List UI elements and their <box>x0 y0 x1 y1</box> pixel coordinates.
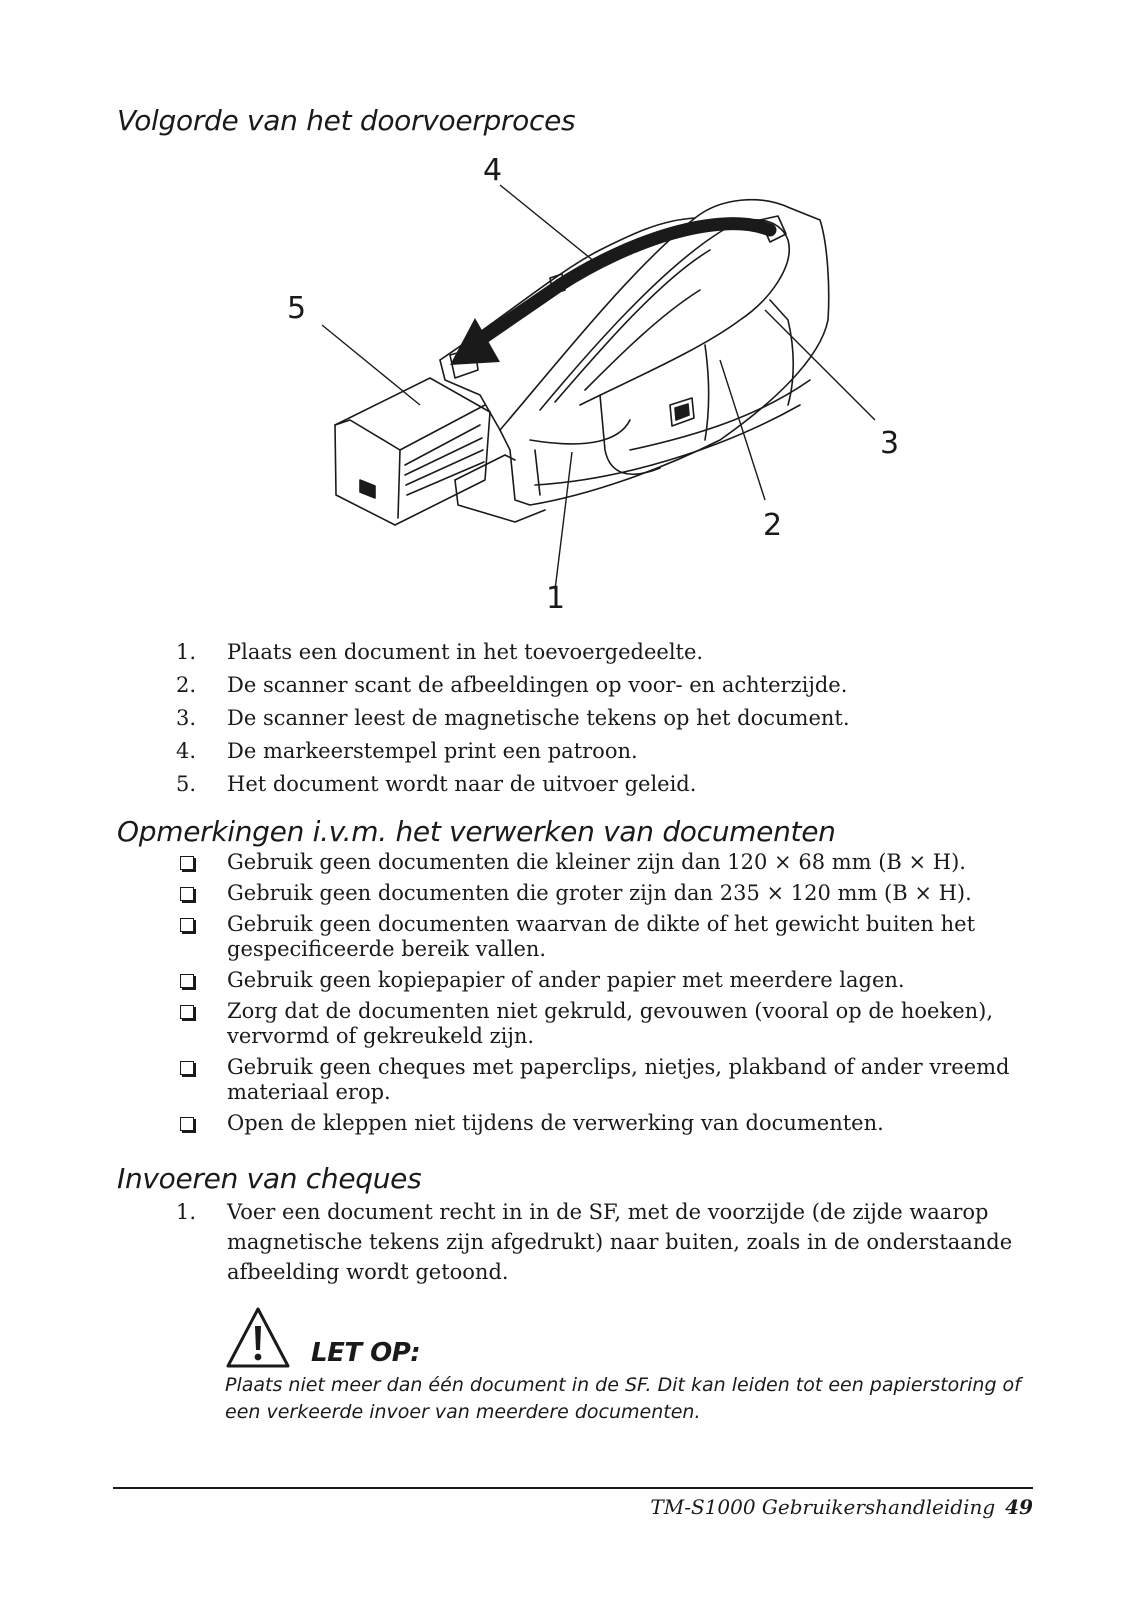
list-item: 5. Het document wordt naar de uitvoer geleid. <box>176 772 697 796</box>
checkbox-bullet-icon <box>180 918 194 932</box>
list-item: Gebruik geen documenten die kleiner zijn dan 120 × 68 mm (B × H). <box>176 850 1046 875</box>
list-item: 1. Voer een document recht in in de SF, met de voorzijde (de zijde waarop magnetische tekens zijn afgedrukt) naar buiten, zoals in de onderstaande afbeelding wordt getoond. <box>176 1200 1013 1284</box>
list-item: 4. De markeerstempel print een patroon. <box>176 739 638 763</box>
callout-5: 5 <box>287 291 307 326</box>
list-item: Open de kleppen niet tijdens de verwerking van documenten. <box>176 1111 1046 1136</box>
remarks-list <box>176 850 1046 1142</box>
cheque-steps-list <box>176 1197 1046 1287</box>
scanner-diagram <box>287 150 920 620</box>
list-item: Gebruik geen documenten die groter zijn dan 235 × 120 mm (B × H). <box>176 881 1046 906</box>
caution-box <box>225 1298 1045 1426</box>
list-item: Gebruik geen cheques met paperclips, nietjes, plakband of ander vreemd materiaal erop. <box>176 1055 1046 1105</box>
caution-title: LET OP: <box>311 1338 421 1368</box>
callout-4: 4 <box>483 153 503 188</box>
checkbox-bullet-icon <box>180 974 194 988</box>
list-item: 3. De scanner leest de magnetische tekens op het document. <box>176 706 850 730</box>
footer-divider <box>113 1487 1033 1489</box>
callout-1: 1 <box>546 581 566 616</box>
section-heading-remarks: Opmerkingen i.v.m. het verwerken van documenten <box>117 815 836 848</box>
checkbox-bullet-icon <box>180 1117 194 1131</box>
checkbox-bullet-icon <box>180 1061 194 1075</box>
list-item: Gebruik geen documenten waarvan de dikte of het gewicht buiten het gespecificeerde bereik vallen. <box>176 912 1046 962</box>
list-item: Zorg dat de documenten niet gekruld, gevouwen (vooral op de hoeken), vervormd of gekreukeld zijn. <box>176 999 1046 1049</box>
checkbox-bullet-icon <box>180 1005 194 1019</box>
checkbox-bullet-icon <box>180 887 194 901</box>
checkbox-bullet-icon <box>180 856 194 870</box>
callout-3: 3 <box>880 426 900 461</box>
list-item: Gebruik geen kopiepapier of ander papier met meerdere lagen. <box>176 968 1046 993</box>
page-number: 49 <box>1005 1495 1033 1519</box>
section-heading-process: Volgorde van het doorvoerproces <box>117 104 576 137</box>
process-steps-list <box>176 636 1036 801</box>
page-footer <box>650 1495 1033 1519</box>
list-item: 2. De scanner scant de afbeeldingen op voor- en achterzijde. <box>176 673 848 697</box>
manual-title: TM-S1000 Gebruikershandleiding <box>650 1495 996 1519</box>
section-heading-cheques: Invoeren van cheques <box>117 1162 422 1195</box>
list-item: 1. Plaats een document in het toevoergedeelte. <box>176 640 704 664</box>
warning-triangle-icon <box>225 1306 291 1370</box>
caution-text: Plaats niet meer dan één document in de SF. Dit kan leiden tot een papierstoring of een verkeerde invoer van meerdere documenten. <box>225 1374 1021 1423</box>
callout-2: 2 <box>763 508 783 543</box>
